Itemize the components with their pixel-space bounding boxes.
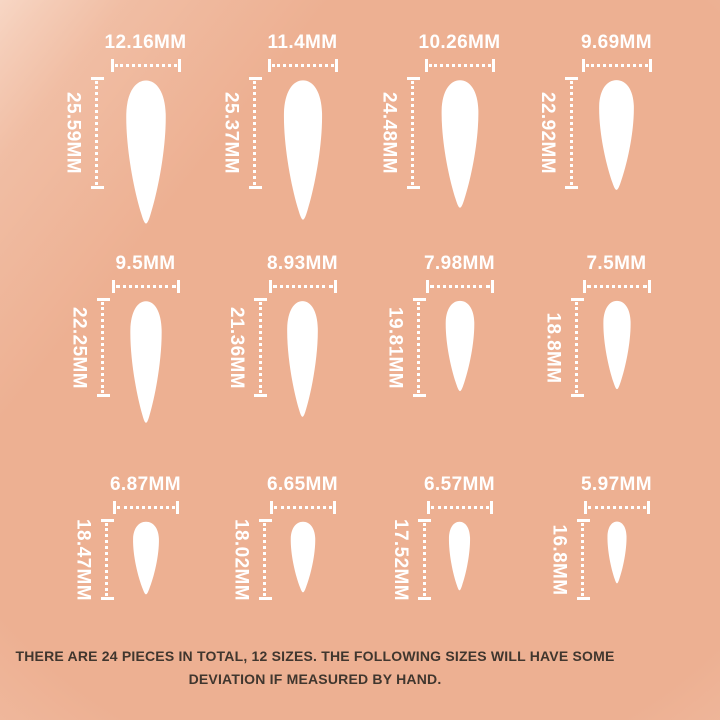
footer-note: THERE ARE 24 PIECES IN TOTAL, 12 SIZES. THE FOLLOWING SIZES WILL HAVE SOME DEVIATION IF MEASURED BY HAND. bbox=[15, 648, 615, 687]
nail-shape bbox=[123, 300, 169, 424]
width-dimension-line bbox=[112, 280, 180, 293]
height-dimension-line bbox=[407, 77, 420, 189]
width-measurement-label: 7.98MM bbox=[423, 253, 496, 274]
nail-shape bbox=[433, 79, 487, 209]
nail-shape bbox=[597, 300, 637, 390]
height-measurement-label: 25.37MM bbox=[220, 91, 242, 175]
width-dimension-line bbox=[426, 280, 494, 293]
height-dimension-line bbox=[259, 519, 272, 600]
width-measurement-label: 12.16MM bbox=[104, 32, 187, 53]
height-measurement-label: 25.59MM bbox=[62, 91, 84, 175]
nail-size-cell bbox=[381, 245, 538, 466]
nail-with-height-dimension bbox=[230, 518, 321, 601]
nail-shape bbox=[285, 521, 321, 593]
width-dimension-line bbox=[425, 59, 495, 72]
nail-shape bbox=[439, 300, 481, 392]
nail-with-height-dimension bbox=[384, 300, 481, 392]
height-dimension-line bbox=[565, 77, 578, 189]
nail-shape bbox=[117, 79, 175, 225]
nail-size-cell bbox=[220, 24, 381, 245]
width-dimension-dots bbox=[430, 285, 490, 288]
width-measurement-label: 7.5MM bbox=[586, 253, 647, 274]
height-dimension-line bbox=[254, 298, 267, 397]
height-measurement-label: 21.36MM bbox=[226, 306, 247, 389]
height-measurement-label: 16.8MM bbox=[548, 523, 570, 596]
height-dimension-dots bbox=[570, 81, 573, 185]
height-measurement-label: 17.52MM bbox=[390, 518, 411, 601]
height-dimension-dots bbox=[581, 523, 584, 596]
height-dimension-dots bbox=[575, 302, 578, 393]
width-dimension-dots bbox=[431, 506, 489, 509]
width-measurement-label: 11.4MM bbox=[267, 32, 338, 53]
height-measurement-label: 22.25MM bbox=[68, 306, 90, 389]
height-dimension-dots bbox=[411, 81, 414, 185]
height-dimension-dots bbox=[423, 523, 426, 596]
width-dimension-line bbox=[582, 59, 652, 72]
height-measurement-label: 18.8MM bbox=[542, 311, 564, 384]
width-dimension-line bbox=[113, 501, 179, 514]
nail-with-height-dimension bbox=[62, 79, 175, 225]
height-dimension-line bbox=[413, 298, 426, 397]
width-measurement-label: 10.26MM bbox=[418, 32, 501, 53]
height-dimension-line bbox=[97, 298, 110, 397]
width-dimension-line bbox=[269, 280, 337, 293]
width-measurement-label: 6.87MM bbox=[109, 474, 182, 495]
height-dimension-dots bbox=[417, 302, 420, 393]
height-dimension-dots bbox=[259, 302, 262, 393]
width-measurement-label: 9.69MM bbox=[580, 32, 653, 53]
nail-size-cell bbox=[224, 245, 381, 466]
nail-with-height-dimension bbox=[226, 300, 325, 418]
width-dimension-dots bbox=[588, 506, 646, 509]
nail-size-cell bbox=[62, 24, 224, 245]
height-dimension-dots bbox=[95, 81, 98, 185]
nail-size-cell bbox=[67, 245, 224, 466]
width-dimension-line bbox=[268, 59, 338, 72]
width-dimension-dots bbox=[587, 285, 647, 288]
height-dimension-line bbox=[577, 519, 590, 600]
nail-with-height-dimension bbox=[378, 79, 487, 209]
height-dimension-dots bbox=[253, 81, 256, 185]
nail-with-height-dimension bbox=[220, 79, 331, 221]
width-dimension-dots bbox=[116, 285, 176, 288]
height-measurement-label: 18.47MM bbox=[72, 518, 94, 601]
width-dimension-dots bbox=[272, 64, 334, 67]
height-dimension-line bbox=[91, 77, 104, 189]
nail-shape bbox=[603, 521, 631, 584]
nail-with-height-dimension bbox=[548, 521, 631, 596]
width-measurement-label: 6.57MM bbox=[423, 474, 496, 495]
nail-shape bbox=[275, 79, 331, 221]
nail-size-cell bbox=[538, 245, 695, 466]
width-dimension-dots bbox=[429, 64, 491, 67]
nail-with-height-dimension bbox=[537, 79, 642, 191]
width-dimension-dots bbox=[586, 64, 648, 67]
width-dimension-dots bbox=[274, 506, 332, 509]
nail-shape bbox=[591, 79, 642, 191]
width-dimension-line bbox=[584, 501, 650, 514]
height-dimension-line bbox=[571, 298, 584, 397]
width-dimension-line bbox=[583, 280, 651, 293]
nail-with-height-dimension bbox=[542, 300, 637, 390]
nail-size-cell bbox=[378, 24, 538, 245]
height-measurement-label: 24.48MM bbox=[378, 91, 400, 175]
width-dimension-line bbox=[427, 501, 493, 514]
width-dimension-dots bbox=[273, 285, 333, 288]
nail-size-cell bbox=[538, 24, 695, 245]
height-measurement-label: 22.92MM bbox=[537, 91, 558, 175]
width-measurement-label: 5.97MM bbox=[580, 474, 653, 495]
height-measurement-label: 19.81MM bbox=[384, 306, 406, 389]
width-measurement-label: 9.5MM bbox=[115, 253, 176, 274]
width-dimension-dots bbox=[117, 506, 175, 509]
height-dimension-line bbox=[418, 519, 431, 600]
nail-shape bbox=[444, 521, 475, 591]
width-measurement-label: 6.65MM bbox=[266, 474, 339, 495]
width-dimension-line bbox=[111, 59, 181, 72]
height-measurement-label: 18.02MM bbox=[230, 518, 252, 601]
width-dimension-dots bbox=[115, 64, 177, 67]
nail-with-height-dimension bbox=[72, 518, 165, 601]
width-measurement-label: 8.93MM bbox=[266, 253, 339, 274]
nail-shape bbox=[280, 300, 325, 418]
height-dimension-line bbox=[249, 77, 262, 189]
nail-with-height-dimension bbox=[390, 518, 475, 601]
height-dimension-dots bbox=[101, 302, 104, 393]
width-dimension-line bbox=[270, 501, 336, 514]
nail-with-height-dimension bbox=[68, 300, 169, 424]
nail-shape bbox=[127, 521, 165, 595]
size-grid bbox=[62, 24, 695, 687]
height-dimension-line bbox=[101, 519, 114, 600]
height-dimension-dots bbox=[263, 523, 266, 596]
height-dimension-dots bbox=[105, 523, 108, 596]
